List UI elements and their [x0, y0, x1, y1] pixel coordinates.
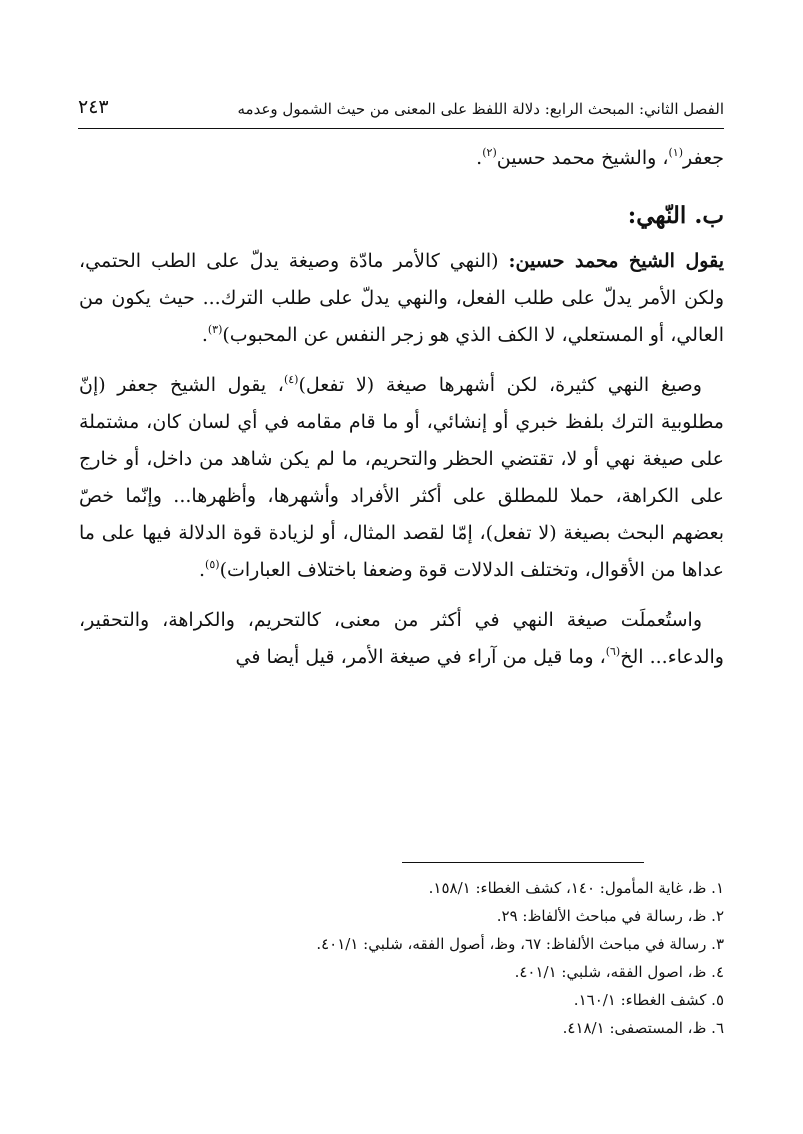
footnote-6: ٦. ظ، المستصفى: ٤١٨/١. — [562, 1019, 724, 1037]
footnote-ref-2[interactable]: (٢) — [482, 146, 497, 159]
text-run: ، يقول الشيخ جعفر (إنّ مطلوبية الترك بلفظ خبري أو إنشائي، أو ما قام مقامه في أي لسان كان، مشتملة على صيغة نهي أو لا، تقتضي الحظر والتحريم، ما لم يكن شاهد من داخل، أو خارج على الكراهة، حملا للمطلق على أكثر الأفراد وأشهرها، وأظهرها... وإنّما خصّ بعضهم البحث بصيغة (لا تفعل)، إمّا لقصد المثال، أو لزيادة قوة الدلالة فيها على ما عداها من الأقوال، وتختلف الدلالات قوة وضعفا باختلاف العبارات) — [79, 374, 724, 581]
footnote-ref-4[interactable]: (٤) — [283, 373, 299, 386]
text-run: . — [199, 559, 206, 581]
text-run: ، والشيخ محمد حسين — [496, 147, 669, 169]
chapter-title: الفصل الثاني: المبحث الرابع: دلالة اللفظ على المعنى من حيث الشمول وعدمه — [237, 100, 724, 118]
text-run: . — [201, 324, 208, 346]
paragraph-2 — [79, 367, 724, 589]
paragraph-lead: يقول الشيخ محمد حسين: — [508, 250, 725, 272]
text-run: . — [476, 147, 483, 169]
footnote-ref-5[interactable]: (٥) — [205, 558, 220, 571]
footnote-1: ١. ظ، غاية المأمول: ١٤٠، كشف الغطاء: ١٥٨/١. — [428, 879, 724, 897]
footnote-4: ٤. ظ، اصول الفقه، شلبي: ٤٠١/١. — [514, 963, 724, 981]
section-heading: ب. النّهي: — [627, 202, 724, 229]
footnote-5: ٥. كشف الغطاء: ١٦٠/١. — [573, 991, 724, 1009]
footnotes-list — [79, 874, 724, 1042]
text-run: ، وما قيل من آراء في صيغة الأمر، قيل أيضا في — [235, 646, 606, 668]
footnote-ref-3[interactable]: (٣) — [207, 323, 223, 336]
body-text — [79, 140, 724, 689]
footnote-ref-6[interactable]: (٦) — [605, 645, 621, 658]
text-run: جعفر — [682, 147, 724, 169]
footnote-divider — [402, 862, 644, 863]
paragraph-3 — [79, 602, 724, 676]
running-header — [78, 92, 724, 129]
footnote-ref-1[interactable]: (١) — [668, 146, 683, 159]
footnote-2: ٢. ظ، رسالة في مباحث الألفاظ: ٢٩. — [496, 907, 724, 925]
text-run: وصيغ النهي كثيرة، لكن أشهرها صيغة (لا تفعل) — [298, 374, 702, 396]
intro-line — [79, 140, 724, 177]
page-number: ٢٤٣ — [78, 96, 109, 118]
paragraph-1 — [79, 243, 724, 354]
text-run: واستُعملَت صيغة النهي في أكثر من معنى، كالتحريم، والكراهة، والتحقير، والدعاء... الخ — [79, 609, 724, 668]
text-run: (النهي كالأمر مادّة وصيغة يدلّ على الطب الحتمي، ولكن الأمر يدلّ على طلب الفعل، والنهي يدلّ على طلب الترك... حيث يكون من العالي، أو المستعلي، لا الكف الذي هو زجر النفس عن المحبوب) — [79, 250, 724, 346]
footnote-3: ٣. رسالة في مباحث الألفاظ: ٦٧، وظ، أصول الفقه، شلبي: ٤٠١/١. — [316, 935, 724, 953]
